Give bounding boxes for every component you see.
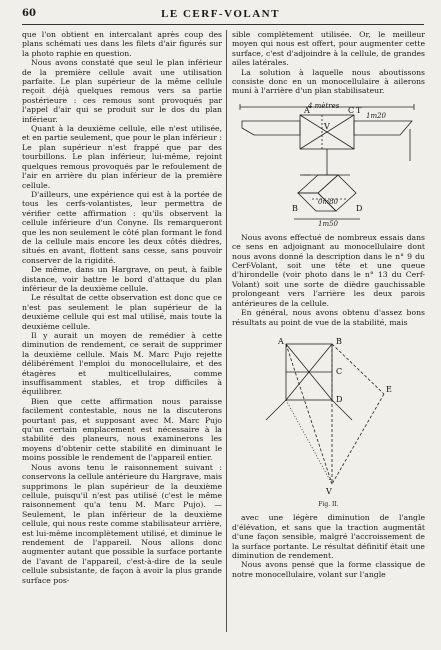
paragraph: Quant à la deuxième cellule, elle n'est utilisée, et en partie seulement, que pour le plan inférieur : Le plan supérieur n'est frappé que par des tourbillons. Le plan inférieur, lui-même, rejoint quelques remous provoqués par le refoulement de l'air en arrière du plan inférieur de la première cellule. xyxy=(22,124,222,190)
point-label: C xyxy=(336,366,343,376)
figure-1-diagram xyxy=(234,99,420,229)
dim-label: 4 mètres xyxy=(308,101,340,110)
paragraph: que l'on obtient en intercalant après coup des plans schémati ues dans les filets d'air figurés sur la photo raphie en question. xyxy=(22,30,222,58)
figure-2-diagram xyxy=(234,330,420,498)
dim-label: 0m80 xyxy=(318,197,338,206)
point-label: V xyxy=(326,486,332,496)
point-label: T xyxy=(356,105,362,115)
point-label: D xyxy=(356,203,363,213)
paragraph: Bien que cette affirmation nous paraisse facilement contestable, nous ne la discuterons pourtant pas, et supposant avec M. Marc Pujo qu'un certain emplacement est nécessaire à la stabilité des planeurs, nous examinerons les moyens d'obtenir cette stabilité en diminuant le moins possible le rendement de l'appareil entier. xyxy=(22,396,222,463)
header-rule xyxy=(22,24,424,25)
journal-title: LE CERF-VOLANT xyxy=(161,8,280,20)
paragraph: La solution à laquelle nous aboutissons consiste donc en un monocellulaire à ailerons muni à l'arrière d'un plan stabilisateur. xyxy=(232,67,425,96)
left-wing xyxy=(242,121,300,135)
point-label: B xyxy=(292,203,298,213)
point-label: E xyxy=(386,384,392,394)
column-divider xyxy=(226,30,227,632)
point-label: A xyxy=(278,336,284,346)
bridle-line xyxy=(286,344,332,484)
paragraph: Nous avons effectué de nombreux essais dans ce sens en adjoignant au monocellulaire dont nous avons donné la description dans le n° 9 du Cerf-Volant, soit une tête et une queue d'hirondelle (voir photo dans le n° 13 du Cerf-Volant) soit une sorte de dièdre gauchissable prolongeant vers l'arrière les deux parois antérieures de la cellule. xyxy=(232,232,425,308)
paragraph: Nous avons constaté que seul le plan inférieur de la première cellule avait une utilisation parfaite. Le plan supérieur de la même cellule reçoit déjà quelques remous vers sa partie postérieure : ces remous sont provoqués par l'appel d'air qui se produit sur le dos du plan inférieur. xyxy=(22,58,222,124)
paragraph: avec une légère diminution de l'angle d'élévation, et sans que la traction augmentât d'une façon sensible, malgré l'accroissement de la surface portante. Le résultat définitif était une diminution de rendement. xyxy=(232,513,425,560)
dim-label: 1m50 xyxy=(318,219,338,228)
page-header xyxy=(0,8,441,24)
paragraph: De même, dans un Hargrave, on peut, à faible distance, voir battre le bord d'attaque du plan inférieur de la deuxième cellule. xyxy=(22,265,222,293)
point-label: C xyxy=(348,105,355,115)
paragraph: Le résultat de cette observation est donc que ce n'est pas seulement le plan supérieur de la deuxième cellule qui est mal utilisé, mais toute la deuxième cellule. xyxy=(22,293,222,331)
paragraph: sible complètement utilisée. Or, le meilleur moyen qui nous est offert, pour augmenter cette surface, c'est d'adjoindre à la cellule, de grandes ailes latérales. xyxy=(232,30,425,68)
tail-plane-left xyxy=(298,175,338,193)
right-column xyxy=(232,30,425,640)
dim-label: 1m20 xyxy=(366,111,386,120)
wing-line xyxy=(266,400,286,420)
page-number: 60 xyxy=(22,8,36,19)
paragraph: En général, nous avons obtenu d'assez bons résultats au point de vue de la stabilité, mais xyxy=(232,308,425,327)
paragraph: Nous avons tenu le raisonnement suivant : conservons la cellule antérieure du Hargrave, mais supprimons le plan supérieur de la deuxième cellule, puisqu'il n'est pas utilisé (c'est le même raisonnement qu'a tenu M. Marc Pujo). — Seulement, le plan inférieur de la deuxième cellule, qui nous reste comme stabilisateur arrière, est lui-même incomplètement utilisé, et diminue le rendement de l'appareil. Nous allons donc augmenter autant que possible la surface portante de l'avant de l'appareil, c'est-à-dire de la seule cellule subsistante, de façon à avoir la plus grande surface pos- xyxy=(22,462,222,585)
paragraph: Il y aurait un moyen de remédier à cette diminution de rendement, ce serait de supprimer la deuxième cellule. Mais M. Marc Pujo rejette délibérément l'emploi du monocellulaire, et des étagères et multicellulaires, comme insuffisamment stables, et trop difficiles à équilibrer. xyxy=(22,331,222,397)
point-label: B xyxy=(336,336,342,346)
point-label: A xyxy=(304,105,310,115)
paragraph: Nous avons pensé que la forme classique de notre monocellulaire, volant sur l'angle xyxy=(232,560,425,579)
figure-caption: Fig. II. xyxy=(318,500,339,508)
bridle-line xyxy=(286,400,332,484)
point-label: D xyxy=(336,394,343,404)
right-wing xyxy=(354,121,412,135)
left-column xyxy=(22,30,222,640)
point-label: V xyxy=(324,121,330,131)
paragraph: D'ailleurs, une expérience qui est à la portée de tous les cerfs-volantistes, leur permettra de vérifier cette affirmation : qu'ils observent la cellule inférieure d'un Conyne. Ils remarqueront que les non seulement le côté plan formant le fond de la cellule mais encore les deux côtés dièdres, situés en avant, flottent sans cesse, sans pouvoir conserver de la rigidité. xyxy=(22,189,222,265)
